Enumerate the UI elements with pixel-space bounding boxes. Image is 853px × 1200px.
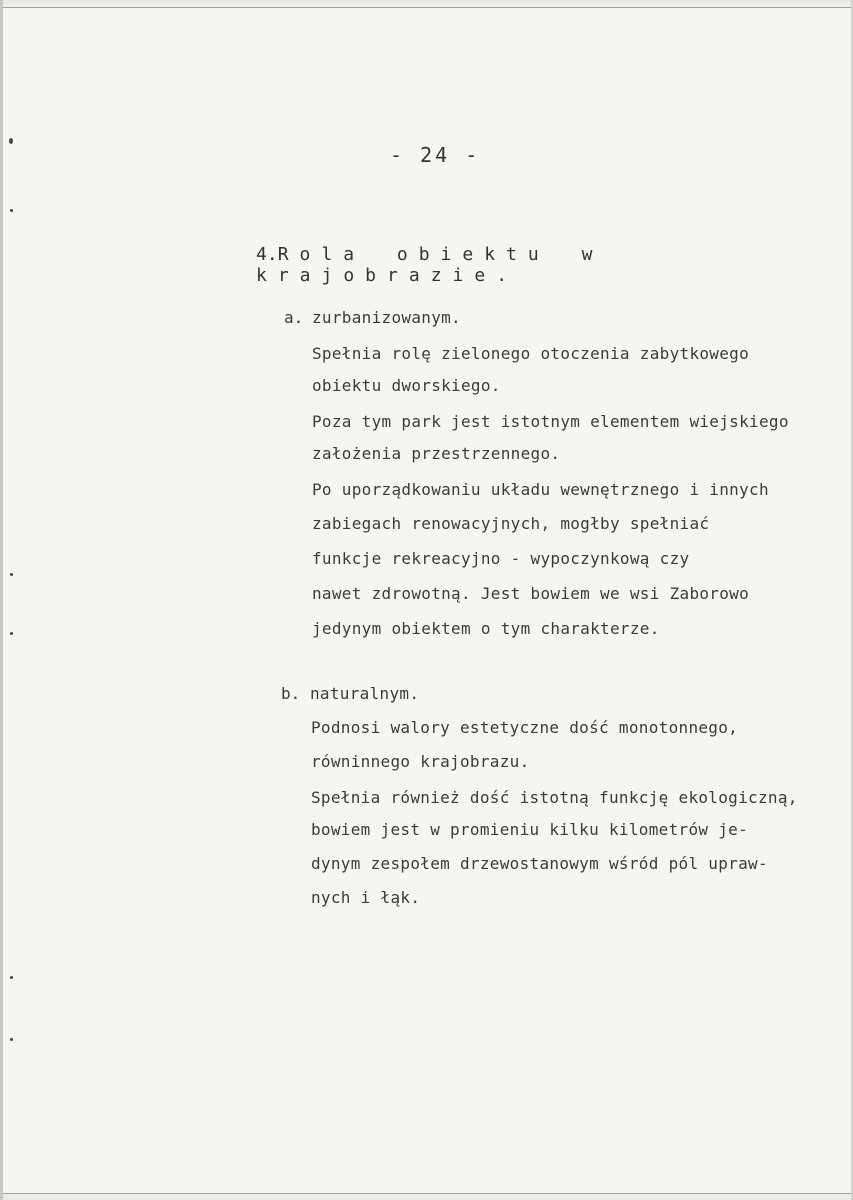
- punch-mark: [10, 632, 13, 635]
- punch-mark: [10, 573, 13, 576]
- punch-mark: [10, 1038, 13, 1041]
- section-a-title: zurbanizowanym.: [312, 308, 461, 327]
- page-bottom-edge: [0, 1193, 853, 1200]
- section-b-label: b.: [281, 684, 301, 703]
- punch-mark: [10, 209, 13, 212]
- section-heading: [256, 244, 853, 286]
- page-left-edge: [0, 0, 3, 1200]
- section-b-line: nych i łąk.: [311, 888, 421, 907]
- section-b-line: Podnosi walory estetyczne dość monotonnego,: [311, 718, 739, 737]
- punch-mark: [10, 976, 13, 979]
- heading-title: Rola obiektu w krajobrazie.: [256, 244, 604, 286]
- section-a-label: a.: [284, 308, 304, 327]
- heading-number: 4.: [256, 244, 278, 265]
- section-b-title: naturalnym.: [310, 684, 420, 703]
- page-top-edge: [0, 0, 853, 8]
- section-b-line: Spełnia również dość istotną funkcję ekologiczną,: [311, 788, 798, 807]
- punch-mark: [9, 138, 13, 144]
- section-a-line: Spełnia rolę zielonego otoczenia zabytkowego: [312, 344, 750, 363]
- section-a-line: funkcje rekreacyjno - wypoczynkową czy: [312, 549, 690, 568]
- section-a-line: nawet zdrowotną. Jest bowiem we wsi Zaborowo: [312, 584, 750, 603]
- section-b-line: bowiem jest w promieniu kilku kilometrów je-: [311, 820, 749, 839]
- section-a-line: Po uporządkowaniu układu wewnętrznego i innych: [312, 480, 769, 499]
- section-a-line: obiektu dworskiego.: [312, 376, 501, 395]
- section-a-line: zabiegach renowacyjnych, mogłby spełniać: [312, 514, 710, 533]
- section-a-line: założenia przestrzennego.: [312, 444, 561, 463]
- section-b-line: równinnego krajobrazu.: [311, 752, 530, 771]
- section-a-line: Poza tym park jest istotnym elementem wiejskiego: [312, 412, 789, 431]
- page-number: - 24 -: [390, 143, 481, 167]
- section-a-line: jedynym obiektem o tym charakterze.: [312, 619, 660, 638]
- section-b-line: dynym zespołem drzewostanowym wśród pól upraw-: [311, 854, 768, 873]
